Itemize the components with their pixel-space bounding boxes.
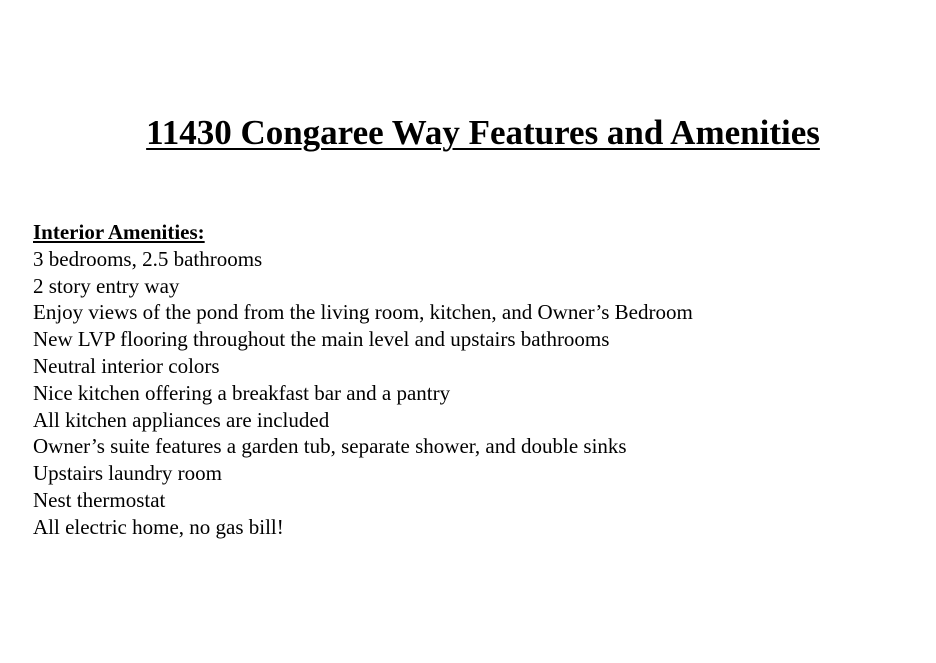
list-item: Nice kitchen offering a breakfast bar and a pantry xyxy=(33,380,451,405)
page-title: 11430 Congaree Way Features and Amenities xyxy=(146,113,820,152)
list-item: Enjoy views of the pond from the living room, kitchen, and Owner’s Bedroom xyxy=(33,300,693,325)
list-item: Neutral interior colors xyxy=(33,353,220,378)
list-item: New LVP flooring throughout the main level and upstairs bathrooms xyxy=(33,327,610,352)
list-item: Owner’s suite features a garden tub, separate shower, and double sinks xyxy=(33,434,627,459)
list-item: 3 bedrooms, 2.5 bathrooms xyxy=(33,246,263,271)
list-item: All kitchen appliances are included xyxy=(33,407,330,432)
amenities-list xyxy=(33,246,913,541)
list-item: 2 story entry way xyxy=(33,273,180,298)
list-item: Upstairs laundry room xyxy=(33,461,222,486)
section-heading: Interior Amenities: xyxy=(33,220,205,244)
list-item: All electric home, no gas bill! xyxy=(33,514,284,539)
list-item: Nest thermostat xyxy=(33,487,166,512)
interior-amenities-section xyxy=(33,219,913,541)
